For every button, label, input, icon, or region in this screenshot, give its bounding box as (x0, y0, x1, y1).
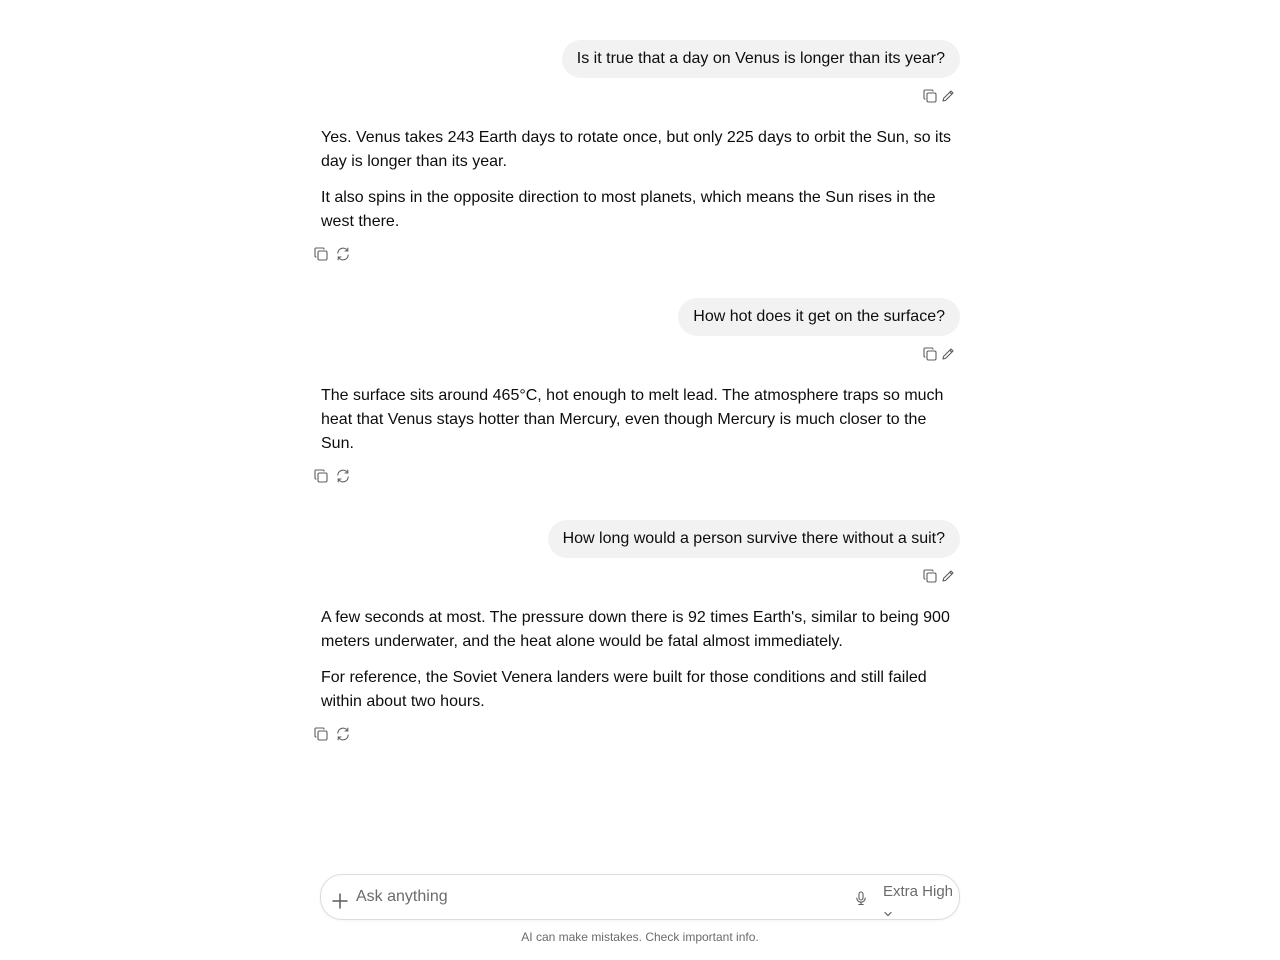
user-message (321, 520, 960, 584)
turn-spacer (321, 262, 960, 298)
user-message (321, 298, 960, 362)
conversation (321, 40, 960, 742)
assistant-paragraph: A few seconds at most. The pressure down there is 92 times Earth's, similar to being 900 meters underwater, and the heat alone would be fatal almost immediately. (321, 609, 950, 650)
copy-icon[interactable] (313, 726, 329, 742)
copy-icon[interactable] (922, 88, 938, 104)
user-message (321, 40, 960, 104)
copy-icon[interactable] (313, 468, 329, 484)
regenerate-icon[interactable] (335, 726, 351, 742)
chevron-down-icon (883, 905, 893, 913)
copy-icon[interactable] (922, 568, 938, 584)
edit-icon[interactable] (940, 568, 956, 584)
assistant-message (321, 126, 960, 262)
chat-input[interactable] (356, 886, 826, 908)
assistant-message-actions (313, 726, 960, 742)
assistant-paragraph: It also spins in the opposite direction to most planets, which means the Sun rises in the west there. (321, 189, 936, 230)
user-message-bubble: How long would a person survive there without a suit? (548, 520, 960, 558)
turn-spacer (321, 484, 960, 520)
assistant-message-actions (313, 468, 960, 484)
assistant-message-actions (313, 246, 960, 262)
edit-icon[interactable] (940, 346, 956, 362)
assistant-message (321, 384, 960, 484)
user-message-bubble: How hot does it get on the surface? (678, 298, 960, 336)
regenerate-icon[interactable] (335, 468, 351, 484)
model-label: Extra High (883, 883, 954, 900)
plus-icon[interactable] (331, 892, 349, 910)
user-message-actions (922, 88, 956, 104)
user-message-bubble: Is it true that a day on Venus is longer than its year? (562, 40, 960, 78)
assistant-paragraph: Yes. Venus takes 243 Earth days to rotate once, but only 225 days to orbit the Sun, so its day is longer than its year. (321, 129, 952, 170)
microphone-icon[interactable] (853, 890, 869, 906)
assistant-paragraph: For reference, the Soviet Venera landers were built for those conditions and still failed within about two hours. (321, 669, 927, 710)
user-message-actions (922, 568, 956, 584)
edit-icon[interactable] (940, 88, 956, 104)
disclaimer: AI can make mistakes. Check important info. (521, 930, 759, 944)
user-message-actions (922, 346, 956, 362)
copy-icon[interactable] (922, 346, 938, 362)
regenerate-icon[interactable] (335, 246, 351, 262)
assistant-message (321, 606, 960, 742)
copy-icon[interactable] (313, 246, 329, 262)
composer (320, 874, 960, 920)
model-selector[interactable] (883, 883, 957, 913)
assistant-paragraph: The surface sits around 465°C, hot enough to melt lead. The atmosphere traps so much heat that Venus stays hotter than Mercury, even though Mercury is much closer to the Sun. (321, 387, 944, 452)
